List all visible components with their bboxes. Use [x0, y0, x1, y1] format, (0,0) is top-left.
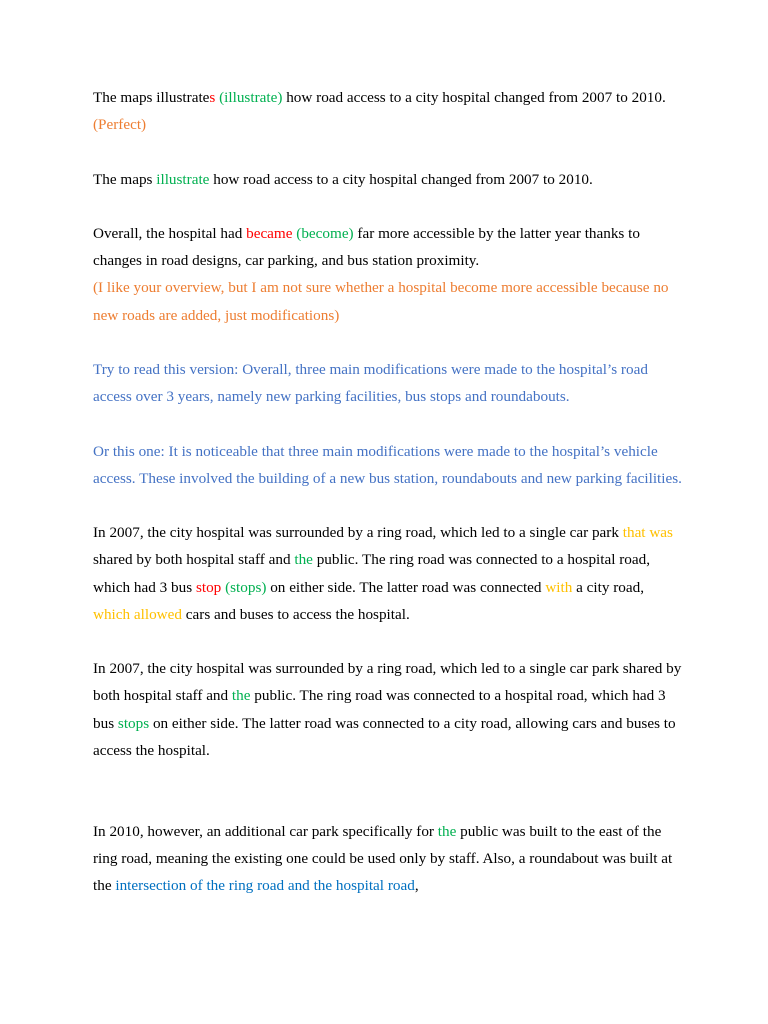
- paragraph-2: [93, 166, 683, 193]
- text-run: public. The ring road was connected to a hospital road, which had 3 bus: [93, 551, 651, 596]
- text-run: Overall, the hospital had: [93, 224, 247, 242]
- text-run: The maps: [93, 170, 157, 188]
- paragraph-8: [93, 655, 683, 764]
- text-run: the: [437, 822, 457, 840]
- text-run: ,: [414, 877, 419, 895]
- paragraph-9: [93, 818, 683, 900]
- text-run: In 2010, however, an additional car park specifically for: [93, 822, 438, 840]
- text-run: the: [231, 687, 251, 705]
- text-run: The maps illustrate: [93, 89, 210, 106]
- text-run: (Perfect): [93, 116, 147, 134]
- paragraph-3: [93, 220, 683, 274]
- text-run: on either side. The latter road was connected: [266, 578, 546, 596]
- text-run: on either side. The latter road was connected to a city road, allowing cars and buses to access the hospital.: [93, 714, 676, 759]
- text-run: shared by both hospital staff and: [93, 551, 295, 569]
- text-run: the: [294, 551, 313, 569]
- text-run: intersection of the ring road and the hospital road: [115, 877, 415, 895]
- paragraph-1: [93, 84, 683, 138]
- text-run: which allowed: [93, 605, 182, 623]
- paragraph-7: [93, 519, 683, 628]
- text-run: Or this one: It is noticeable that three main modifications were made to the hospital’s vehicle access. These involved the building of a new bus station, roundabouts and new parking facilities.: [93, 442, 682, 487]
- text-run: stop: [195, 578, 222, 596]
- text-run: In 2007, the city hospital was surrounded by a ring road, which led to a single car park shared by both hospital staff and: [93, 660, 682, 705]
- text-run: stops: [117, 714, 150, 732]
- text-run: became: [246, 224, 293, 242]
- text-run: illustrate: [156, 170, 210, 188]
- text-run: (become): [296, 224, 354, 242]
- text-run: s: [209, 89, 216, 106]
- text-run: how road access to a city hospital changed from 2007 to 2010.: [209, 170, 593, 188]
- text-run: with: [545, 578, 573, 596]
- paragraph-6: [93, 438, 683, 492]
- text-run: public was built to the east of the ring road, meaning the existing one could be used only by staff. Also, a roundabout was built at the: [93, 822, 673, 895]
- text-run: public. The ring road was connected to a hospital road, which had 3 bus: [93, 687, 666, 732]
- text-run: that was: [622, 524, 673, 542]
- text-run: a city road,: [572, 578, 645, 596]
- text-run: (I like your overview, but I am not sure whether a hospital become more accessible because no new roads are added, just modifications): [93, 279, 669, 324]
- text-run: In 2007, the city hospital was surrounded by a ring road, which led to a single car park: [93, 524, 623, 542]
- text-run: far more accessible by the latter year thanks to changes in road designs, car parking, and bus station proximity.: [93, 224, 640, 270]
- text-run: (illustrate): [219, 89, 283, 106]
- document-page: [93, 84, 683, 927]
- paragraph-4: [93, 274, 683, 328]
- paragraph-5: [93, 356, 683, 410]
- text-run: cars and buses to access the hospital.: [182, 605, 410, 623]
- text-run: Try to read this version: Overall, three main modifications were made to the hospital’s road access over 3 years, namely new parking facilities, bus stops and roundabouts.: [93, 360, 648, 406]
- text-run: how road access to a city hospital changed from 2007 to 2010.: [282, 89, 666, 106]
- text-run: (stops): [225, 578, 267, 596]
